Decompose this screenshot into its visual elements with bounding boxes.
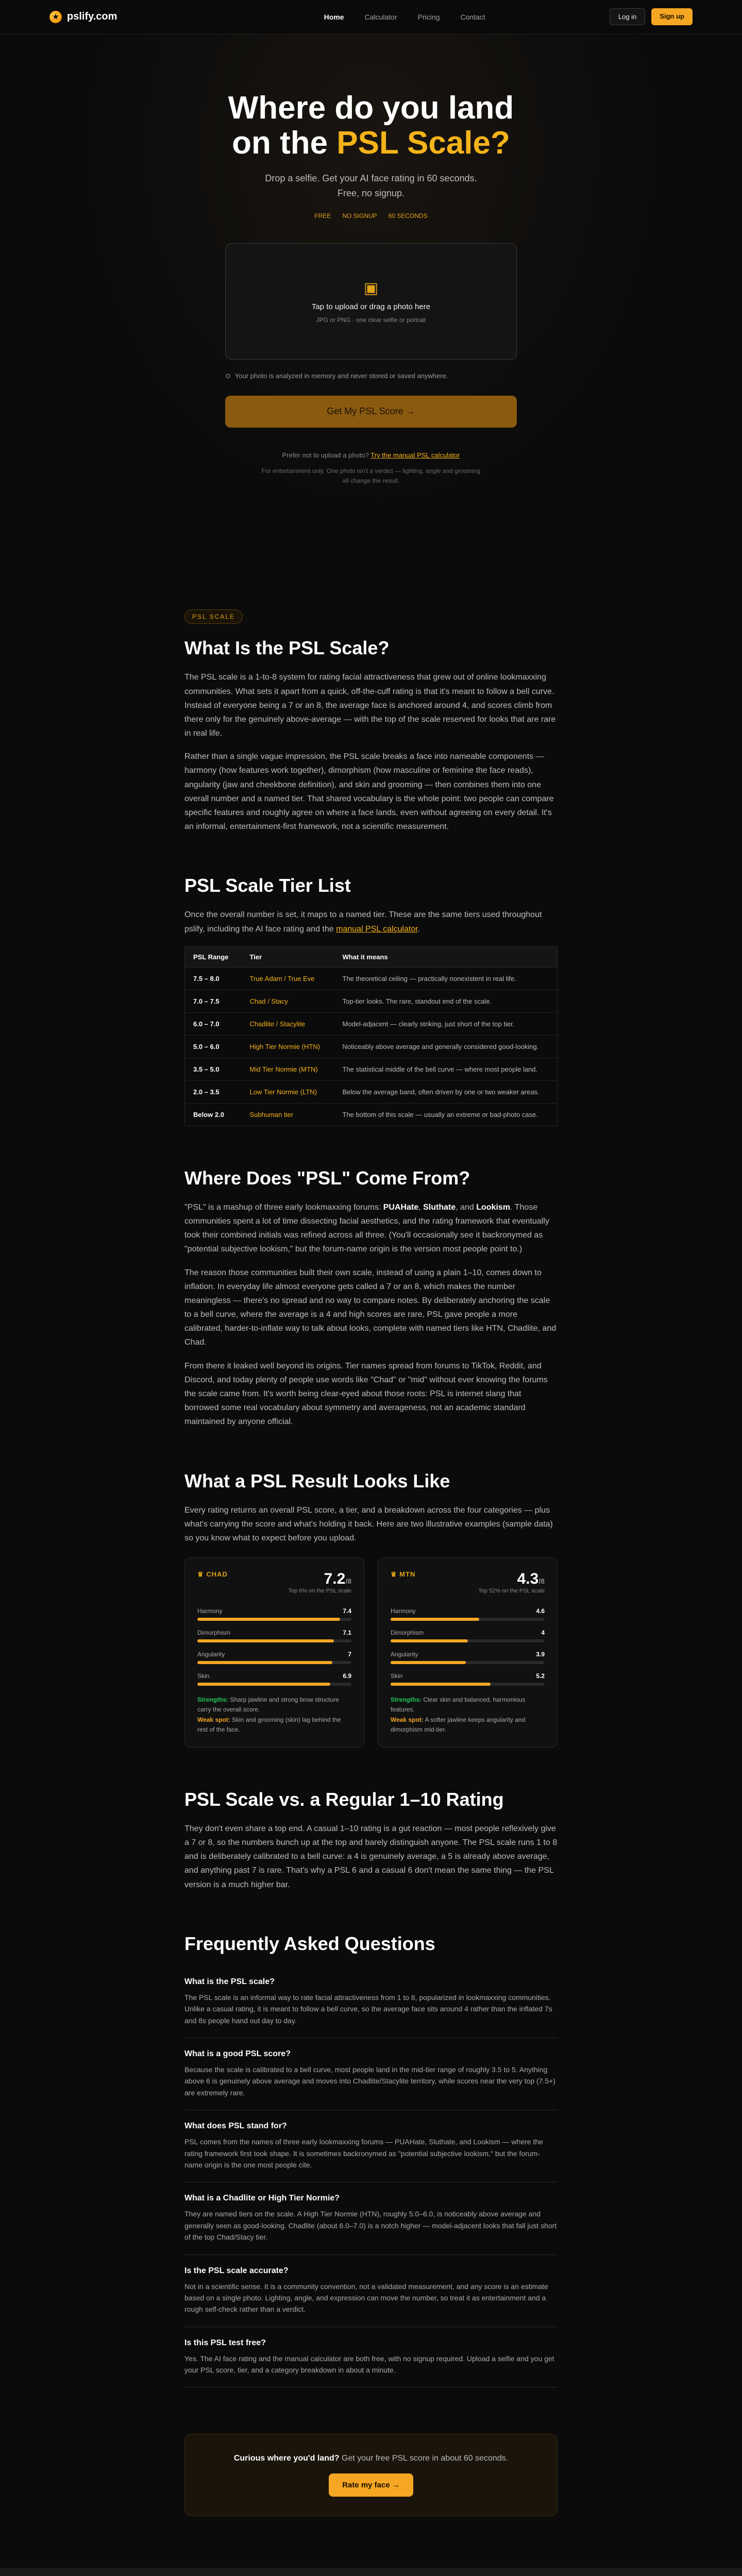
faq-answer: Not in a scientific sense. It is a community convention, not a validated measurement, and any score is an estimate based on a single photo. Lighting, angle, and expression can move the number, so treat it as entertainment and a rough self-check rather than a verdict.: [184, 2282, 548, 2314]
tier-meaning: Noticeably above average and generally considered good-looking.: [334, 1035, 558, 1058]
card-score-wrap: [288, 1570, 351, 1594]
card-score: 4.3/8: [517, 1570, 545, 1588]
tier-range: 5.0 – 6.0: [185, 1035, 242, 1058]
get-score-button[interactable]: Get My PSL Score →: [225, 396, 517, 428]
category-bar: Harmony 7.4: [197, 1607, 351, 1621]
result-intro: Every rating returns an overall PSL score, a tier, and a breakdown across the four categories — plus what's carrying the score and what's holding it back. Here are two illustrative examples (sample data) so you know what to expect before you upload.: [184, 1505, 553, 1543]
nav-pricing[interactable]: Pricing: [417, 12, 440, 21]
nav-calculator[interactable]: Calculator: [364, 12, 397, 21]
rate-face-button[interactable]: Rate my face →: [329, 2473, 413, 2497]
tier-range: 2.0 – 3.5: [185, 1080, 242, 1103]
tier-title: PSL Scale Tier List: [184, 875, 351, 896]
tier-meaning: Below the average band, often driven by one or two weaker areas.: [334, 1080, 558, 1103]
brand-name: pslify.com: [67, 11, 117, 22]
category-bar: Harmony 4.6: [391, 1607, 545, 1621]
category-bar: Angularity 3.9: [391, 1651, 545, 1664]
tier-intro: Once the overall number is set, it maps to a named tier. These are the same tiers used throughout pslify, including the AI face rating and the manual PSL calculator.: [184, 910, 542, 934]
curious-box: Curious where you'd land? Get your free PSL score in about 60 seconds. Rate my face →: [184, 2434, 558, 2516]
upload-hint: JPG or PNG · one clear selfie or portrait: [316, 316, 426, 324]
faq-question[interactable]: Is the PSL scale accurate?: [184, 2266, 289, 2275]
faq-section: [184, 1933, 558, 2388]
manual-calc-link[interactable]: manual PSL calculator: [336, 924, 418, 934]
tier-row: [185, 1080, 558, 1103]
hero-pills: FREE NO SIGNUP 60 SECONDS: [314, 212, 428, 219]
shield-icon: ⊙: [225, 371, 231, 380]
manual-alt: Prefer not to upload a photo? Try the manual PSL calculator: [282, 451, 460, 459]
result-title: What a PSL Result Looks Like: [184, 1470, 450, 1492]
origin-p1: "PSL" is a mashup of three early lookmaxxing forums: PUAHate, Sluthate, and Lookism. Those communities spent a lot of time dissecting facial aesthetics, and the rating framework that eventually took their combined initials was refined across all three. (You'll occasionally see it backronymed as "potential subjective lookism," but the forum-name origin is the version most people point to.): [184, 1202, 549, 1254]
origin-p3: From there it leaked well beyond its origins. Tier names spread from forums to TikTok, Reddit, and Discord, and today plenty of people use words like "Chad" or "mid" without ever knowing the forums the scale came from. It's worth being clear-eyed about those roots: PSL is internet slang that borrowed some real vocabulary about symmetry and averageness, not an academic standard maintained by anyone official.: [184, 1361, 548, 1427]
origin-p2: The reason those communities built their own scale, instead of using a plain 1–10, comes down to inflation. In everyday life almost everyone gets called a 7 or an 8, which makes the number meaningless — there's no spread and no way to compare notes. By deliberately anchoring the scale to a bell curve, where the average is a 4 and high scores are rare, PSL gave people a more calibrated, harder-to-inflate way to talk about looks, complete with named tiers like HTN, Chadlite, and Chad.: [184, 1268, 556, 1347]
faq-answer: Because the scale is calibrated to a bell curve, most people land in the mid-tier range of roughly 3.5 to 5. Anything above 6 is genuinely above average and moves into Chadlite/Stacylite territory, while scores near the very top (7.5+) are extremely rare.: [184, 2065, 555, 2097]
hero-subtitle: Drop a selfie. Get your AI face rating in 60 seconds. Free, no signup.: [265, 173, 477, 199]
origin-title: Where Does "PSL" Come From?: [184, 1167, 470, 1189]
faq-answer: Yes. The AI face rating and the manual calculator are both free, with no signup required. Upload a selfie and you get your PSL score, tier, and a category breakdown in about a minute.: [184, 2354, 554, 2375]
card-score-wrap: [478, 1570, 545, 1594]
tier-name: Chadlite / Stacylite: [242, 1012, 334, 1035]
upload-title: Tap to upload or drag a photo here: [311, 302, 431, 311]
manual-calculator-link[interactable]: Try the manual PSL calculator: [370, 451, 460, 459]
section-tag: PSL SCALE: [184, 609, 243, 624]
faq-question[interactable]: Is this PSL test free?: [184, 2338, 266, 2347]
hero-title: Where do you land on the PSL Scale?: [228, 90, 514, 161]
faq-item[interactable]: [184, 2110, 558, 2182]
card-score: 7.2/8: [324, 1570, 351, 1588]
vs-section: [184, 1789, 558, 1892]
disclaimer: For entertainment only. One photo isn't a verdict — lighting, angle and grooming all change the result.: [261, 467, 481, 485]
what-title: What Is the PSL Scale?: [184, 637, 390, 659]
faq-item[interactable]: [184, 2327, 558, 2388]
faq-question[interactable]: What is the PSL scale?: [184, 1977, 275, 1986]
tier-name: Low Tier Normie (LTN): [242, 1080, 334, 1103]
tier-range: 3.5 – 5.0: [185, 1058, 242, 1080]
tier-name: Subhuman tier: [242, 1103, 334, 1126]
what-p1: The PSL scale is a 1-to-8 system for rating facial attractiveness that grew out of online lookmaxxing communities. What sets it apart from a quick, off-the-cuff rating is that it's meant to follow a bell curve. Instead of everyone being a 7 or an 8, the average face is anchored around 4, and scores climb from there only for the genuinely above-average — with the top of the scale reserved for looks that are rare in real life.: [184, 673, 556, 738]
card-percentile: Top 52% on the PSL scale: [478, 1588, 545, 1595]
category-bar: Dimorphism 7.1: [197, 1629, 351, 1642]
what-section: [184, 609, 558, 834]
tier-table: PSL Range Tier What it means 7.5 – 8.0 True Adam / True Eve The theoretical ceiling — practically nonexistent in real life. 7.0 – 7.5 Chad / Stacy Top-tier looks. The rare, standout end of the scale. 6.0 – 7.0 Chadlite / Stacylite Model-adjacent — clearly striking, just short of the top tier. 5.0 – 6.0 High Tier Normie (HTN) Noticeably above average and generally considered good-looking. 3.5 – 5.0 Mid Tier Normie (MTN) The statistical middle of the bell curve — where most people land. 2.0 – 3.5 Low Tier Normie (LTN) Below the average band, often driven by one or two weaker areas. Below 2.0 Subhuman tier The bottom of this scale — usually an extreme or bad-photo case.: [184, 946, 558, 1126]
nav-contact[interactable]: Contact: [460, 12, 485, 21]
faq-item[interactable]: [184, 2255, 558, 2327]
category-bar: Angularity 7: [197, 1651, 351, 1664]
card-notes: Strengths: Sharp jawline and strong brow structure carry the overall score. Weak spot: Skin and grooming (skin) lag behind the rest of the face.: [197, 1696, 341, 1733]
tier-row: [185, 1103, 558, 1126]
privacy-note: ⊙ Your photo is analyzed in memory and never stored or saved anywhere.: [225, 371, 448, 380]
faq-answer: They are named tiers on the scale. A High Tier Normie (HTN), roughly 5.0–6.0, is noticeably above average and generally seen as good-looking. Chadlite (about 6.0–7.0) is a notch higher — model-adjacent looks that fall just short of the top Chad/Stacy tier.: [184, 2210, 557, 2242]
card-tier: ♛ MTN: [391, 1570, 416, 1579]
image-upload-icon: ▣: [363, 279, 379, 297]
what-p2: Rather than a single vague impression, the PSL scale breaks a face into nameable components — harmony (how features work together), dimorphism (how masculine or feminine the face reads), angularity (jaw and cheekbone definition), and skin and grooming — then combines them into one overall number and a named tier. That shared vocabulary is the whole point: two people can compare specific features and roughly agree on where a face lands, even without agreeing on every detail. It's an informal, entertainment-first framework, not a scientific measurement.: [184, 752, 554, 832]
tier-row: [185, 967, 558, 990]
nav-home[interactable]: Home: [324, 12, 344, 21]
origin-section: [184, 1167, 558, 1429]
category-bar: Skin 6.9: [197, 1672, 351, 1686]
tier-meaning: Top-tier looks. The rare, standout end of the scale.: [334, 990, 558, 1012]
tier-section: [184, 875, 558, 1126]
tier-row: [185, 990, 558, 1012]
result-card: [378, 1557, 558, 1748]
faq-item[interactable]: [184, 2182, 558, 2255]
brand-logo[interactable]: [49, 11, 117, 23]
faq-answer: The PSL scale is an informal way to rate facial attractiveness from 1 to 8, popularized in lookmaxxing communities. Unlike a casual rating, it is meant to follow a bell curve, so the average face sits around 4 rather than the inflated 7s and 8s people hand out day to day.: [184, 1993, 552, 2025]
result-section: [184, 1470, 558, 1748]
result-card: [184, 1557, 364, 1748]
tier-meaning: The theoretical ceiling — practically nonexistent in real life.: [334, 967, 558, 990]
card-notes: Strengths: Clear skin and balanced, harmonious features. Weak spot: A softer jawline keeps angularity and dimorphism mid-tier.: [391, 1696, 526, 1733]
vs-p: They don't even share a top end. A casual 1–10 rating is a gut reaction — most people reflexively give a 7 or 8, so the numbers bunch up at the top and barely distinguish anyone. The PSL scale runs 1 to 8 and is deliberately calibrated to a bell curve: a 4 is genuinely average, a 5 is already above average, and anything past 7 is rare. That's why a PSL 6 and a casual 6 don't mean the same thing — the PSL version is a much higher bar.: [184, 1824, 558, 1889]
faq-title: Frequently Asked Questions: [184, 1933, 435, 1954]
faq-item[interactable]: [184, 1966, 558, 2038]
card-percentile: Top 6% on the PSL scale: [288, 1588, 351, 1595]
card-tier: ♛ CHAD: [197, 1570, 228, 1579]
tier-name: Chad / Stacy: [242, 990, 334, 1012]
faq-answer: PSL comes from the names of three early lookmaxxing forums — PUAHate, Sluthate, and Lookism — where the rating framework first took shape. It is sometimes backronymed as "potential subjective lookism," but the forum-name origin is the one most people cite.: [184, 2138, 543, 2169]
category-bar: Dimorphism 4: [391, 1629, 545, 1642]
tier-name: High Tier Normie (HTN): [242, 1035, 334, 1058]
tier-row: [185, 1058, 558, 1080]
vs-title: PSL Scale vs. a Regular 1–10 Rating: [184, 1788, 504, 1810]
card-head: [391, 1570, 545, 1594]
crown-icon: ♛: [391, 1570, 400, 1579]
top-nav: [0, 0, 742, 34]
tier-meaning: The bottom of this scale — usually an extreme or bad-photo case.: [334, 1103, 558, 1126]
faq-question[interactable]: What is a Chadlite or High Tier Normie?: [184, 2194, 340, 2203]
result-cards: [184, 1557, 558, 1748]
tier-row: [185, 1012, 558, 1035]
tier-range: 7.5 – 8.0: [185, 967, 242, 990]
signup-button[interactable]: Sign up: [651, 8, 693, 25]
tier-name: True Adam / True Eve: [242, 967, 334, 990]
faq-question[interactable]: What does PSL stand for?: [184, 2122, 287, 2131]
tier-row: [185, 1035, 558, 1058]
tier-name: Mid Tier Normie (MTN): [242, 1058, 334, 1080]
nav-links: [324, 13, 485, 21]
tier-meaning: The statistical middle of the bell curve — where most people land.: [334, 1058, 558, 1080]
logo-icon: ★: [49, 11, 62, 23]
photo-upload-dropzone[interactable]: [225, 243, 517, 360]
category-bar: Skin 5.2: [391, 1672, 545, 1686]
tier-range: 7.0 – 7.5: [185, 990, 242, 1012]
tier-range: Below 2.0: [185, 1103, 242, 1126]
hero: [0, 34, 742, 609]
faq-question[interactable]: What is a good PSL score?: [184, 2049, 291, 2059]
tier-range: 6.0 – 7.0: [185, 1012, 242, 1035]
card-head: [197, 1570, 351, 1594]
login-button[interactable]: Log in: [610, 8, 645, 25]
tier-meaning: Model-adjacent — clearly striking, just short of the top tier.: [334, 1012, 558, 1035]
ready-band: [0, 2568, 742, 2576]
faq-item[interactable]: [184, 2038, 558, 2110]
crown-icon: ♛: [197, 1570, 207, 1579]
